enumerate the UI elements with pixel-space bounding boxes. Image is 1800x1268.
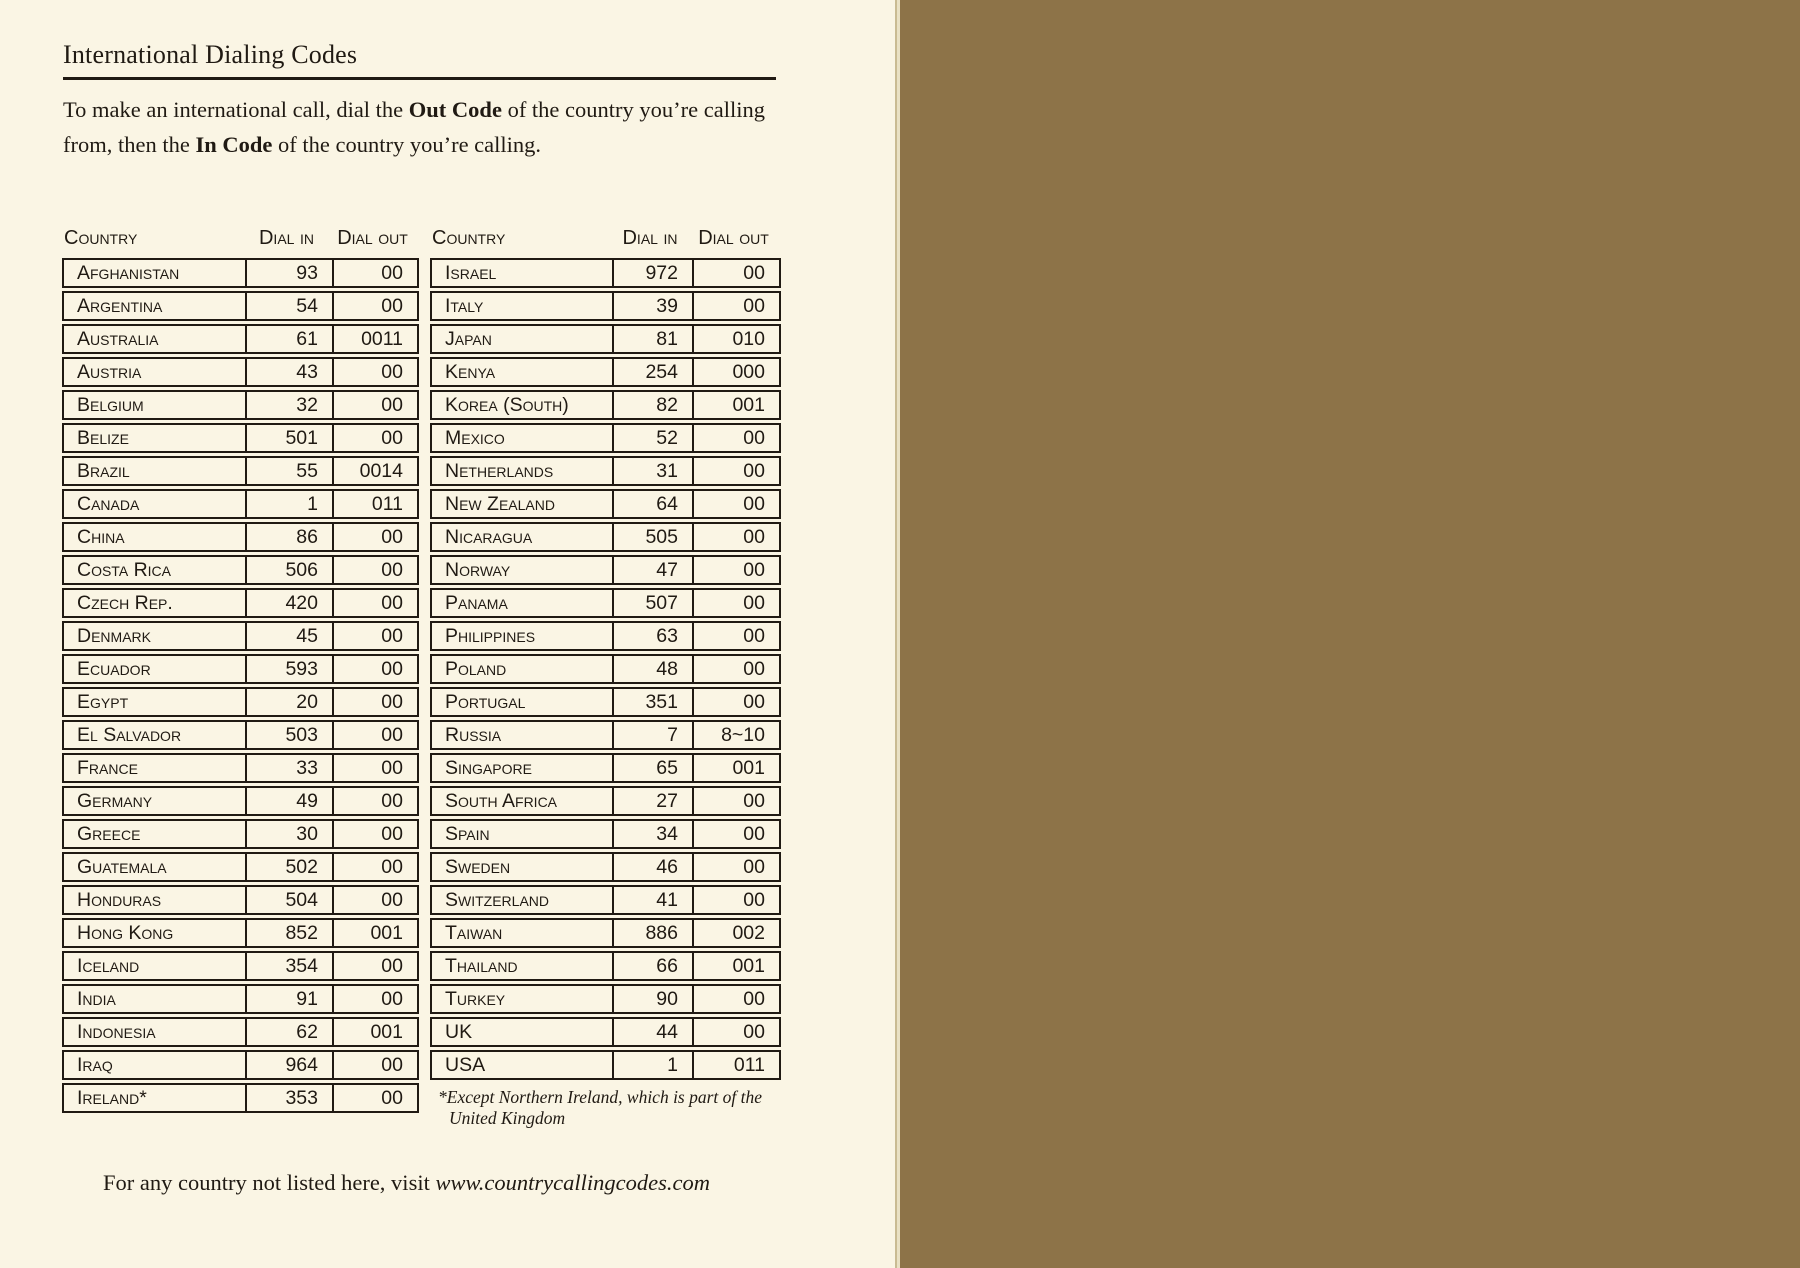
intro-paragraph <box>63 92 768 162</box>
dial-in-cell: 351 <box>612 689 692 715</box>
table-row <box>430 753 781 783</box>
country-cell: Taiwan <box>445 922 503 944</box>
dial-in-cell: 41 <box>612 887 692 913</box>
dial-in-cell: 354 <box>245 953 332 979</box>
dial-out-cell: 00 <box>332 260 417 286</box>
table-row <box>430 291 781 321</box>
dial-in-cell: 254 <box>612 359 692 385</box>
table-row <box>62 1083 419 1113</box>
table-row <box>430 423 781 453</box>
table-row <box>62 786 419 816</box>
country-cell: Canada <box>77 493 140 515</box>
dial-out-cell: 00 <box>692 986 779 1012</box>
dial-out-cell: 00 <box>692 590 779 616</box>
dial-in-cell: 62 <box>245 1019 332 1045</box>
country-cell: Sweden <box>445 856 511 878</box>
table-row <box>430 555 781 585</box>
country-cell: Afghanistan <box>77 262 180 284</box>
table-row <box>62 555 419 585</box>
dial-in-cell: 31 <box>612 458 692 484</box>
dial-out-cell: 00 <box>332 557 417 583</box>
dial-in-cell: 44 <box>612 1019 692 1045</box>
dial-out-cell: 011 <box>692 1052 779 1078</box>
table-row <box>62 1050 419 1080</box>
dial-out-cell: 00 <box>692 293 779 319</box>
dial-in-cell: 30 <box>245 821 332 847</box>
dial-out-cell: 00 <box>692 1019 779 1045</box>
table-row <box>430 390 781 420</box>
country-cell: Brazil <box>77 460 130 482</box>
dial-out-cell: 00 <box>692 854 779 880</box>
table-row <box>62 423 419 453</box>
dial-out-cell: 001 <box>692 392 779 418</box>
dial-out-cell: 00 <box>692 821 779 847</box>
dial-in-cell: 593 <box>245 656 332 682</box>
dial-in-cell: 64 <box>612 491 692 517</box>
country-cell: Russia <box>445 724 502 746</box>
dial-out-cell: 00 <box>692 524 779 550</box>
table-row <box>430 885 781 915</box>
dial-out-cell: 00 <box>332 986 417 1012</box>
intro-text-pre: To make an international call, dial the <box>63 97 409 122</box>
dial-out-cell: 00 <box>332 854 417 880</box>
dial-in-cell: 1 <box>612 1052 692 1078</box>
table-row <box>430 984 781 1014</box>
dial-out-cell: 00 <box>332 821 417 847</box>
country-cell: Iraq <box>77 1054 113 1076</box>
dial-out-cell: 00 <box>332 788 417 814</box>
dial-out-cell: 00 <box>332 293 417 319</box>
dial-in-cell: 420 <box>245 590 332 616</box>
country-cell: New Zealand <box>445 493 555 515</box>
out-code-emphasis: Out Code <box>408 97 502 122</box>
table-row <box>62 258 419 288</box>
table-row <box>62 984 419 1014</box>
table-row <box>430 654 781 684</box>
footer-text: For any country not listed here, visit <box>103 1170 436 1195</box>
country-cell: Poland <box>445 658 507 680</box>
country-cell: Guatemala <box>77 856 167 878</box>
country-cell: Indonesia <box>77 1021 156 1043</box>
table-row <box>62 522 419 552</box>
country-cell: Ireland* <box>77 1087 147 1109</box>
dial-out-cell: 010 <box>692 326 779 352</box>
dial-in-cell: 20 <box>245 689 332 715</box>
dial-in-cell: 86 <box>245 524 332 550</box>
country-cell: Nicaragua <box>445 526 533 548</box>
table-row <box>430 687 781 717</box>
dial-out-cell: 0014 <box>332 458 417 484</box>
intro-text-mid: of the country you’re calling from, then the <box>63 97 765 157</box>
dial-out-cell: 00 <box>692 458 779 484</box>
right-table-header <box>430 226 781 250</box>
country-cell: Korea (South) <box>445 394 569 416</box>
table-row <box>430 357 781 387</box>
column-header-dial-in: Dial in <box>622 227 678 249</box>
table-row <box>62 951 419 981</box>
dial-in-cell: 39 <box>612 293 692 319</box>
dial-in-cell: 852 <box>245 920 332 946</box>
country-cell: Portugal <box>445 691 526 713</box>
table-row <box>62 291 419 321</box>
dial-out-cell: 00 <box>332 656 417 682</box>
country-cell: Ecuador <box>77 658 151 680</box>
dial-out-cell: 00 <box>332 722 417 748</box>
country-cell: Iceland <box>77 955 140 977</box>
country-cell: Czech Rep. <box>77 592 173 614</box>
table-row <box>62 1017 419 1047</box>
dial-in-cell: 63 <box>612 623 692 649</box>
country-cell: Argentina <box>77 295 163 317</box>
dial-out-cell: 00 <box>332 359 417 385</box>
country-cell: Mexico <box>445 427 505 449</box>
table-row <box>62 324 419 354</box>
intro-text-post: of the country you’re calling. <box>272 132 542 157</box>
country-cell: Germany <box>77 790 153 812</box>
footnote-line-1: *Except Northern Ireland, which is part of the <box>438 1087 763 1107</box>
dial-out-cell: 00 <box>692 425 779 451</box>
table-row <box>62 687 419 717</box>
country-cell: South Africa <box>445 790 558 812</box>
table-row <box>430 1050 781 1080</box>
country-cell: Philippines <box>445 625 536 647</box>
dial-in-cell: 43 <box>245 359 332 385</box>
column-header-country: Country <box>64 227 138 249</box>
country-cell: Costa Rica <box>77 559 171 581</box>
column-header-country: Country <box>432 227 506 249</box>
dial-out-cell: 00 <box>332 623 417 649</box>
table-row <box>62 885 419 915</box>
table-row <box>62 852 419 882</box>
in-code-emphasis: In Code <box>195 132 273 157</box>
country-cell: Japan <box>445 328 492 350</box>
column-header-dial-out: Dial out <box>337 227 408 249</box>
country-cell: Australia <box>77 328 159 350</box>
dial-out-cell: 001 <box>692 755 779 781</box>
country-cell: India <box>77 988 116 1010</box>
dial-in-cell: 90 <box>612 986 692 1012</box>
dial-out-cell: 001 <box>332 1019 417 1045</box>
dial-in-cell: 93 <box>245 260 332 286</box>
table-row <box>62 753 419 783</box>
dial-out-cell: 00 <box>332 887 417 913</box>
column-header-dial-out: Dial out <box>698 227 769 249</box>
dial-out-cell: 00 <box>692 788 779 814</box>
country-cell: Thailand <box>445 955 518 977</box>
table-row <box>430 819 781 849</box>
dial-out-cell: 002 <box>692 920 779 946</box>
dial-in-cell: 52 <box>612 425 692 451</box>
dial-out-cell: 8~10 <box>692 722 779 748</box>
country-cell: Greece <box>77 823 141 845</box>
table-row <box>430 621 781 651</box>
dial-in-cell: 61 <box>245 326 332 352</box>
country-cell: France <box>77 757 138 779</box>
country-cell: Panama <box>445 592 508 614</box>
dial-out-cell: 00 <box>332 689 417 715</box>
country-cell: El Salvador <box>77 724 182 746</box>
country-cell: Switzerland <box>445 889 550 911</box>
dial-out-cell: 00 <box>332 953 417 979</box>
dial-in-cell: 45 <box>245 623 332 649</box>
dial-in-cell: 81 <box>612 326 692 352</box>
table-row <box>430 786 781 816</box>
table-row <box>62 621 419 651</box>
table-row <box>430 456 781 486</box>
dial-in-cell: 501 <box>245 425 332 451</box>
dial-in-cell: 82 <box>612 392 692 418</box>
dial-out-cell: 00 <box>332 590 417 616</box>
country-cell: Israel <box>445 262 497 284</box>
country-cell: Belize <box>77 427 129 449</box>
footer-note <box>103 1170 710 1196</box>
country-cell: Italy <box>445 295 484 317</box>
dial-in-cell: 66 <box>612 953 692 979</box>
dial-in-cell: 33 <box>245 755 332 781</box>
table-row <box>430 522 781 552</box>
dial-in-cell: 65 <box>612 755 692 781</box>
dial-in-cell: 1 <box>245 491 332 517</box>
country-cell: UK <box>445 1021 473 1043</box>
dialing-table-left <box>62 226 419 1116</box>
ireland-footnote <box>430 1087 781 1129</box>
table-row <box>430 588 781 618</box>
country-cell: Kenya <box>445 361 496 383</box>
dial-in-cell: 27 <box>612 788 692 814</box>
dial-out-cell: 00 <box>692 623 779 649</box>
table-row <box>430 951 781 981</box>
dial-out-cell: 00 <box>332 755 417 781</box>
country-cell: USA <box>445 1054 486 1076</box>
table-row <box>62 918 419 948</box>
dial-in-cell: 964 <box>245 1052 332 1078</box>
dial-in-cell: 886 <box>612 920 692 946</box>
dial-out-cell: 000 <box>692 359 779 385</box>
dial-in-cell: 47 <box>612 557 692 583</box>
dial-in-cell: 49 <box>245 788 332 814</box>
dial-out-cell: 00 <box>692 491 779 517</box>
dial-out-cell: 00 <box>692 656 779 682</box>
website-url: www.countrycallingcodes.com <box>435 1170 710 1195</box>
column-header-dial-in: Dial in <box>258 227 314 249</box>
table-row <box>430 324 781 354</box>
dial-in-cell: 505 <box>612 524 692 550</box>
dial-out-cell: 00 <box>332 1085 417 1111</box>
dial-out-cell: 00 <box>332 524 417 550</box>
dialing-codes-tables <box>62 226 781 1129</box>
dial-out-cell: 00 <box>332 392 417 418</box>
dial-in-cell: 972 <box>612 260 692 286</box>
table-row <box>62 654 419 684</box>
dial-in-cell: 54 <box>245 293 332 319</box>
table-row <box>62 720 419 750</box>
dial-out-cell: 00 <box>332 425 417 451</box>
page-title: International Dialing Codes <box>63 40 776 80</box>
dial-out-cell: 011 <box>332 491 417 517</box>
country-cell: Singapore <box>445 757 532 779</box>
table-row <box>62 588 419 618</box>
table-row <box>430 1017 781 1047</box>
country-cell: Denmark <box>77 625 151 647</box>
dial-in-cell: 32 <box>245 392 332 418</box>
dial-in-cell: 46 <box>612 854 692 880</box>
dial-in-cell: 503 <box>245 722 332 748</box>
dial-out-cell: 00 <box>332 1052 417 1078</box>
dial-in-cell: 48 <box>612 656 692 682</box>
table-row <box>62 489 419 519</box>
table-row <box>430 720 781 750</box>
country-cell: Belgium <box>77 394 144 416</box>
table-row <box>62 357 419 387</box>
country-cell: China <box>77 526 125 548</box>
dial-out-cell: 00 <box>692 260 779 286</box>
dial-out-cell: 001 <box>692 953 779 979</box>
country-cell: Austria <box>77 361 142 383</box>
dial-in-cell: 34 <box>612 821 692 847</box>
table-row <box>62 456 419 486</box>
country-cell: Netherlands <box>445 460 554 482</box>
country-cell: Hong Kong <box>77 922 174 944</box>
table-row <box>430 852 781 882</box>
country-cell: Egypt <box>77 691 129 713</box>
dial-out-cell: 00 <box>692 887 779 913</box>
dial-in-cell: 502 <box>245 854 332 880</box>
table-row <box>430 258 781 288</box>
dial-in-cell: 506 <box>245 557 332 583</box>
dial-in-cell: 55 <box>245 458 332 484</box>
dial-in-cell: 507 <box>612 590 692 616</box>
dial-out-cell: 001 <box>332 920 417 946</box>
footnote-line-2: United Kingdom <box>449 1108 566 1128</box>
country-cell: Spain <box>445 823 490 845</box>
dial-in-cell: 504 <box>245 887 332 913</box>
table-row <box>430 918 781 948</box>
dial-in-cell: 91 <box>245 986 332 1012</box>
right-table-body <box>430 258 781 1080</box>
country-cell: Turkey <box>445 988 506 1010</box>
dial-out-cell: 00 <box>692 557 779 583</box>
country-cell: Norway <box>445 559 511 581</box>
dial-out-cell: 00 <box>692 689 779 715</box>
dial-in-cell: 7 <box>612 722 692 748</box>
country-cell: Honduras <box>77 889 162 911</box>
table-row <box>62 819 419 849</box>
left-table-header <box>62 226 419 250</box>
table-row <box>430 489 781 519</box>
dialing-table-right <box>430 226 781 1129</box>
left-table-body <box>62 258 419 1113</box>
dial-out-cell: 0011 <box>332 326 417 352</box>
dial-in-cell: 353 <box>245 1085 332 1111</box>
table-row <box>62 390 419 420</box>
